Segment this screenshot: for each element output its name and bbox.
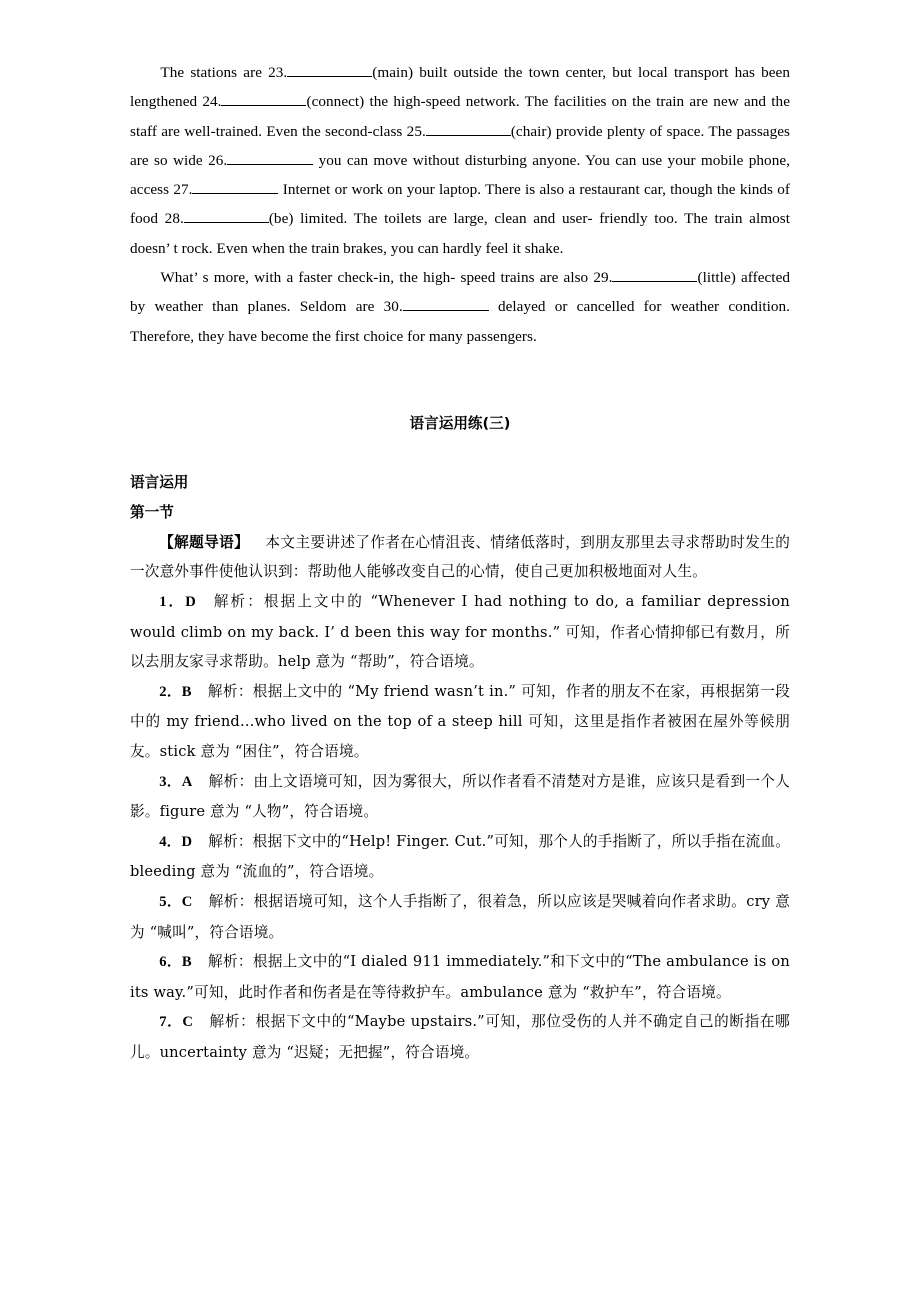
answer-item-1 (130, 587, 790, 677)
cloze-text-7: (be) limited. The toilets are large, clean and user‐ friendly too. The train almost doesn’ t rock. Even when the train brakes, you can hardly feel it shake. (130, 210, 790, 257)
analysis-label-1: 解析： (212, 593, 264, 611)
analysis-text-5: 根据语境可知，这个人手指断了，很着急，所以应该是哭喊着向作者求助。cry 意为 “喊叫”，符合语境。 (130, 892, 790, 941)
solution-guide-paragraph (130, 528, 790, 587)
page-content (130, 0, 790, 1068)
answer-item-4 (130, 827, 790, 887)
section-gap-spacer (130, 351, 790, 409)
analysis-text-3: 由上文语境可知，因为雾很大，所以作者看不清楚对方是谁，应该只是看到一个人影。figure 意为 “人物”，符合语境。 (130, 772, 790, 821)
cloze-text-9: (little) affected by weather than planes. Seldom are 30. (130, 269, 791, 316)
answer-letter-1: D (185, 594, 196, 611)
answer-item-3 (130, 767, 790, 827)
analysis-text-2: 根据上文中的 “My friend wasn’t in.” 可知，作者的朋友不在家，再根据第一段中的 my friend...who lived on the top of a steep hill 可知，这里是指作者被困在屋外等候朋友。stick 意为 “困住”，符合语境。 (130, 682, 791, 761)
answer-blank-26[interactable] (227, 149, 313, 164)
analysis-text-6: 根据上文中的“I dialed 911 immediately.”和下文中的“The ambulance is on its way.”可知，此时作者和伤者是在等待救护车。ambulance 意为 “救护车”，符合语境。 (130, 953, 790, 1001)
cloze-paragraph-1 (130, 58, 790, 263)
heading-language-use: 语言运用 (130, 474, 189, 492)
cloze-text-2: (main) built outside the town center, but local transport has been lengthened 24. (130, 64, 790, 111)
answer-letter-4: D (181, 833, 193, 850)
answer-blank-24[interactable] (221, 91, 306, 106)
analysis-label-5: 解析： (208, 892, 254, 910)
analysis-text-4: 根据下文中的“Help! Finger. Cut.”可知，那个人的手指断了，所以手指在流血。bleeding 意为 “流血的”，符合语境。 (130, 832, 790, 881)
answer-item-2 (130, 677, 790, 767)
section-title: 语言运用练(三) (409, 414, 511, 432)
answer-letter-7: C (182, 1014, 194, 1031)
analysis-label-4: 解析： (208, 832, 253, 850)
answer-number-4: 4． (159, 833, 182, 850)
answer-item-6 (130, 947, 790, 1007)
answer-blank-28[interactable] (184, 208, 269, 223)
cloze-text-4: (chair) provide plenty of space. The passages are so wide 26. (130, 122, 790, 169)
answer-item-5 (130, 887, 790, 947)
cloze-text-3: (connect) the high-speed network. The facilities on the train are new and the staff are well-trained. Even the second-class 25. (130, 93, 790, 140)
answer-number-7: 7． (159, 1014, 183, 1031)
cloze-text-10: delayed or cancelled for weather condition. Therefore, they have become the first choice for many passengers. (130, 298, 791, 345)
cloze-paragraph-2 (130, 263, 790, 351)
cloze-text-5: you can move without disturbing anyone. You can use your mobile phone, access 27. (130, 151, 790, 199)
analysis-label-6: 解析： (207, 953, 253, 971)
answer-blank-29[interactable] (612, 267, 697, 282)
heading-part-one: 第一节 (130, 504, 174, 522)
answer-letter-6: B (181, 954, 192, 971)
answer-number-2: 2． (159, 683, 182, 700)
answer-item-7 (130, 1007, 790, 1067)
analysis-text-1: 根据上文中的 “Whenever I had nothing to do, a familiar depression would climb on my back. I’ d been this way for months.” 可知，作者心情抑郁已有数月，所以去朋友家寻求帮助。help 意为 “帮助”，符合语境。 (130, 593, 790, 671)
analysis-text-7: 根据下文中的“Maybe upstairs.”可知，那位受伤的人并不确定自己的断指在哪儿。uncertainty 意为 “迟疑；无把握”，符合语境。 (130, 1013, 790, 1061)
analysis-label-7: 解析： (209, 1013, 256, 1031)
cloze-text-1: The stations are 23. (160, 64, 288, 81)
answer-number-3: 3． (159, 773, 182, 790)
answer-letter-5: C (181, 893, 193, 910)
answer-blank-30[interactable] (403, 296, 489, 311)
answer-number-5: 5． (159, 893, 182, 910)
answer-blank-27[interactable] (192, 179, 278, 194)
top-margin-spacer (130, 0, 790, 58)
analysis-label-3: 解析： (208, 772, 254, 790)
answer-number-6: 6． (159, 954, 182, 971)
cloze-text-6: Internet or work on your laptop. There is also a restaurant car, though the kinds of food 28. (130, 181, 790, 228)
answer-blank-25[interactable] (426, 120, 511, 135)
answer-number-1: 1． (159, 594, 186, 611)
analysis-label-2: 解析： (207, 682, 253, 700)
answer-letter-2: B (181, 683, 192, 700)
title-gap-spacer (130, 438, 790, 468)
answer-blank-23[interactable] (287, 62, 372, 77)
answer-letter-3: A (181, 773, 193, 790)
solution-guide-text: 本文主要讲述了作者在心情沮丧、情绪低落时，到朋友那里去寻求帮助时发生的一次意外事件使他认识到：帮助他人能够改变自己的心情，使自己更加积极地面对人生。 (130, 533, 790, 581)
solution-guide-label: 【解题导语】 (159, 533, 250, 551)
cloze-text-8: What’ s more, with a faster check-in, the high‐ speed trains are also 29. (160, 269, 613, 287)
